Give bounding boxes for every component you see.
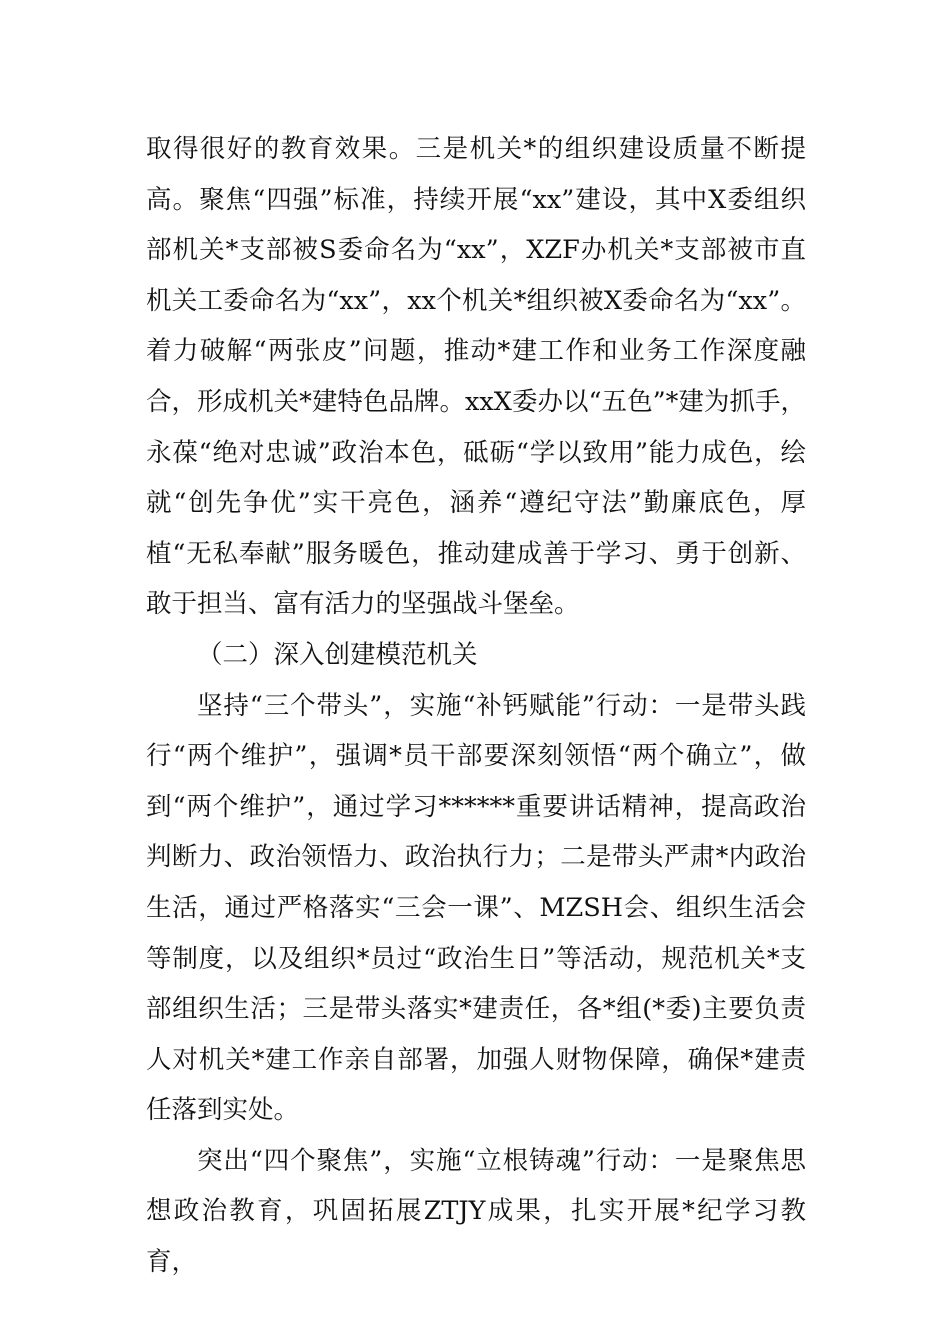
paragraph-three-leads: 坚持“三个带头”，实施“补钙赋能”行动：一是带头践行“两个维护”，强调*员干部要深刻领悟“两个确立”，做到“两个维护”，通过学习******重要讲话精神，提高政治判断力、政治领悟力、政治执行力；二是带头严肃*内政治生活，通过严格落实“三会一课”、MZSH会、组织生活会等制度，以及组织*员过“政治生日”等活动，规范机关*支部组织生活；三是带头落实*建责任，各*组(*委)主要负责人对机关*建工作亲自部署，加强人财物保障，确保*建责任落到实处。	[146, 690, 806, 1126]
paragraph-four-focuses: 突出“四个聚焦”，实施“立根铸魂”行动：一是聚焦思想政治教育，巩固拓展ZTJY成果，扎实开展*纪学习教育，	[146, 1145, 806, 1278]
paragraph-organization-building: 取得很好的教育效果。三是机关*的组织建设质量不断提高。聚焦“四强”标准，持续开展“xx”建设，其中X委组织部机关*支部被S委命名为“xx”，XZF办机关*支部被市直机关工委命名为“xx”，xx个机关*组织被X委命名为“xx”。着力破解“两张皮”问题，推动*建工作和业务工作深度融合，形成机关*建特色品牌。xxX委办以“五色”*建为抓手，永葆“绝对忠诚”政治本色，砥砺“学以致用”能力成色，绘就“创先争优”实干亮色，涵养“遵纪守法”勤廉底色，厚植“无私奉献”服务暖色，推动建成善于学习、勇于创新、敢于担当、富有活力的坚强战斗堡垒。	[146, 134, 806, 620]
section-heading-model-organ: （二）深入创建模范机关	[197, 639, 478, 670]
document-body	[146, 124, 806, 1288]
